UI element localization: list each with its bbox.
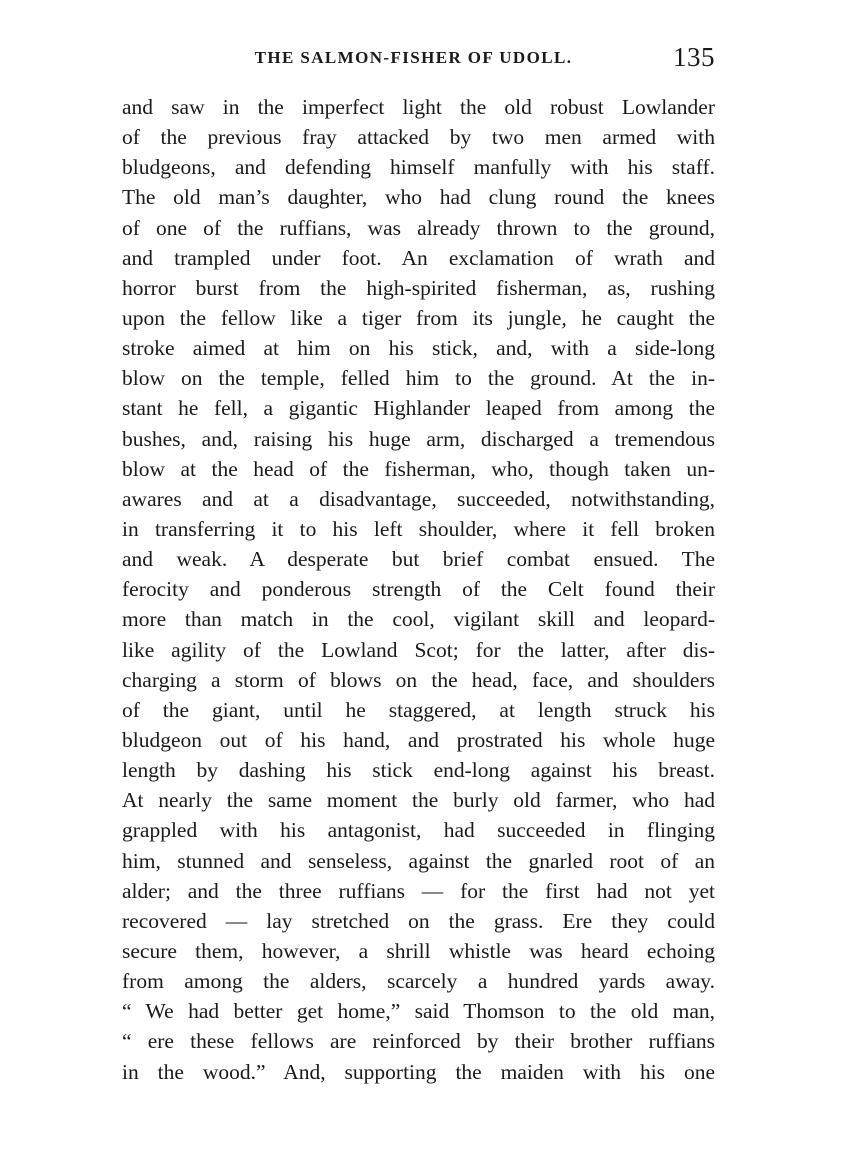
text-line: blow at the head of the fisherman, who, though taken un- [122, 456, 715, 481]
text-line: him, stunned and senseless, against the gnarled root of an [122, 848, 715, 873]
text-line: awares and at a disadvantage, succeeded, notwithstanding, [122, 486, 715, 511]
text-line: and trampled under foot. An exclamation of wrath and [122, 245, 715, 270]
text-line: upon the fellow like a tiger from its jungle, he caught the [122, 305, 715, 330]
text-line: and weak. A desperate but brief combat ensued. The [122, 547, 715, 572]
text-line: secure them, however, a shrill whistle was heard echoing [122, 938, 715, 963]
text-line: in the wood.” And, supporting the maiden with his one [122, 1059, 715, 1084]
text-line: like agility of the Lowland Scot; for the latter, after dis- [122, 637, 715, 662]
text-line: in transferring it to his left shoulder, where it fell broken [122, 516, 715, 541]
text-line: ferocity and ponderous strength of the Celt found their [122, 577, 715, 602]
text-line: charging a storm of blows on the head, face, and shoulders [122, 667, 715, 692]
text-line: and saw in the imperfect light the old robust Lowlander [122, 95, 715, 119]
text-line: more than match in the cool, vigilant skill and leopard- [122, 607, 715, 632]
text-line: from among the alders, scarcely a hundred yards away. [122, 969, 715, 994]
text-line: grappled with his antagonist, had succeeded in flinging [122, 818, 715, 843]
text-line: blow on the temple, felled him to the ground. At the in- [122, 366, 715, 391]
text-line: stant he fell, a gigantic Highlander leaped from among the [122, 396, 715, 421]
text-line: stroke aimed at him on his stick, and, with a side-long [122, 336, 715, 361]
text-line: alder; and the three ruffians — for the first had not yet [122, 878, 715, 903]
text-line: of one of the ruffians, was already thrown to the ground, [122, 215, 715, 240]
text-line: “ ere these fellows are reinforced by their brother ruffians [122, 1029, 715, 1054]
running-head [122, 44, 715, 74]
text-line: bushes, and, raising his huge arm, discharged a tremendous [122, 426, 715, 451]
running-title: THE SALMON-FISHER OF UDOLL. [254, 48, 573, 67]
text-line: length by dashing his stick end-long against his breast. [122, 758, 715, 783]
text-line: At nearly the same moment the burly old farmer, who had [122, 788, 715, 813]
text-line: bludgeons, and defending himself manfully with his staff. [122, 155, 715, 180]
text-line: recovered — lay stretched on the grass. Ere they could [122, 908, 715, 933]
text-line: horror burst from the high-spirited fisherman, as, rushing [122, 275, 715, 300]
text-line: of the previous fray attacked by two men armed with [122, 125, 715, 150]
page-number: 135 [673, 42, 715, 72]
text-line: “ We had better get home,” said Thomson to the old man, [122, 999, 715, 1024]
text-line: The old man’s daughter, who had clung round the knees [122, 185, 715, 210]
body-text [122, 92, 715, 1087]
text-line: of the giant, until he staggered, at length struck his [122, 697, 715, 722]
text-line: bludgeon out of his hand, and prostrated his whole huge [122, 727, 715, 752]
